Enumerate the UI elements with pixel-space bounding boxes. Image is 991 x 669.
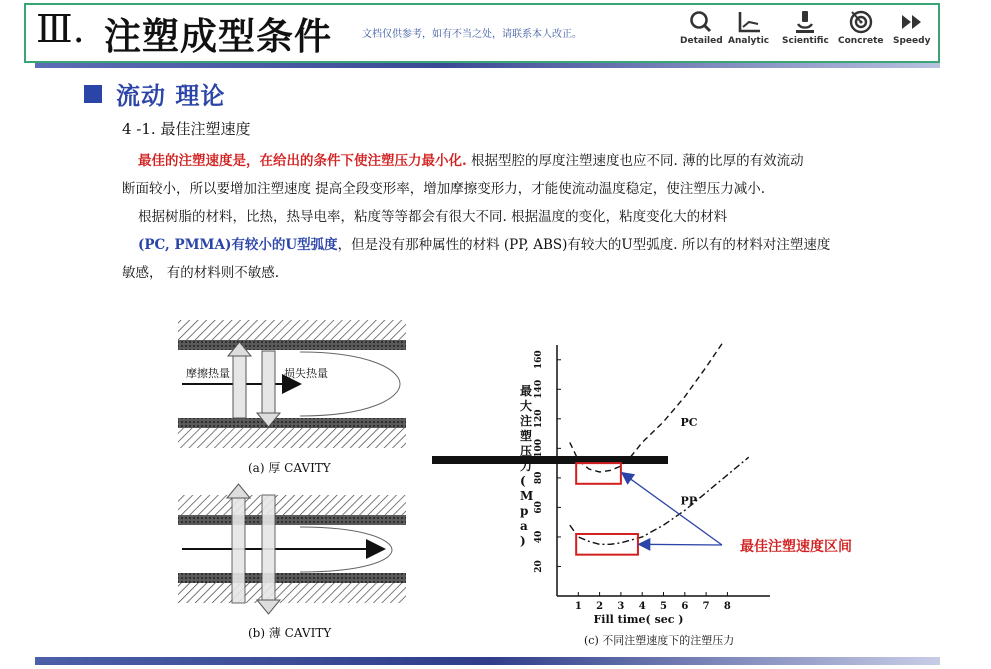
text: 根据型腔的厚度注塑速度也应不同. 薄的比厚的有效流动 bbox=[466, 153, 804, 169]
x-tick-label: 5 bbox=[660, 601, 667, 612]
nav-label: Concrete bbox=[838, 36, 884, 46]
x-tick-label: 7 bbox=[702, 601, 710, 612]
caption-c: (c) 不同注塑速度下的注塑压力 bbox=[584, 634, 735, 647]
y-tick-label: 120 bbox=[534, 409, 544, 429]
y-tick-label: 20 bbox=[534, 560, 544, 573]
paragraph-line-3: 根据树脂的材料，比热，热导电率，粘度等等都会有很大不同. 根据温度的变化，粘度变化大的材料 bbox=[138, 209, 728, 225]
nav-label: Detailed bbox=[680, 36, 723, 46]
x-tick-label: 4 bbox=[638, 601, 646, 612]
x-tick-label: 8 bbox=[723, 601, 731, 612]
annotation-arrow-pp bbox=[640, 544, 722, 545]
highlight-red: 最佳的注塑速度是，在给出的条件下使注塑压力最小化. bbox=[138, 153, 467, 169]
disclaimer-text: 文档仅供参考，如有不当之处，请联系本人改正。 bbox=[362, 29, 582, 40]
x-tick-label: 6 bbox=[681, 601, 689, 612]
y-tick-label: 40 bbox=[534, 530, 544, 544]
section-title: 流动 理论 bbox=[116, 82, 226, 110]
y-tick-label: 60 bbox=[534, 501, 544, 514]
series-label-pc: PC bbox=[680, 416, 698, 430]
page-title: 注塑成型条件 bbox=[104, 15, 332, 58]
caption-b: (b) 薄 CAVITY bbox=[248, 626, 332, 640]
y-tick-label: 80 bbox=[534, 471, 544, 485]
nav-label: Speedy bbox=[893, 36, 931, 46]
footer-divider bbox=[35, 657, 940, 665]
y-axis-label: 最大注塑压力( M p a ) bbox=[520, 384, 534, 548]
friction-heat-label: 摩擦热量 bbox=[186, 367, 230, 380]
y-tick-label: 100 bbox=[534, 438, 544, 458]
optimal-range-box-pc bbox=[576, 463, 621, 484]
series-line-pp bbox=[570, 457, 749, 544]
x-tick-label: 3 bbox=[617, 601, 625, 612]
series-line-pc bbox=[570, 342, 723, 472]
y-tick-label: 160 bbox=[534, 350, 544, 370]
heat-loss-label: 损失热量 bbox=[284, 367, 328, 380]
series-label-pp: PP bbox=[680, 494, 698, 508]
x-tick-label: 2 bbox=[596, 601, 604, 612]
text: ，但是没有那种属性的材料 (PP, ABS)有较大的U型弧度. 所以有的材料对注塑速度 bbox=[337, 237, 831, 253]
y-tick-label: 140 bbox=[534, 379, 544, 399]
highlight-blue: (PC, PMMA)有较小的U型弧度 bbox=[138, 237, 338, 253]
nav-label: Scientific bbox=[782, 36, 829, 46]
chapter-number: Ⅲ. bbox=[36, 7, 85, 51]
nav-label: Analytic bbox=[728, 36, 770, 46]
paragraph-line-2: 断面较小，所以要增加注塑速度 提高全段变形率，增加摩擦变形力，才能使流动温度稳定，使注塑压力减小. bbox=[122, 181, 766, 197]
optimal-range-box-pp bbox=[576, 534, 638, 555]
subheading: 4 -1. 最佳注塑速度 bbox=[122, 120, 251, 138]
x-axis-label: Fill time( sec ) bbox=[593, 613, 684, 626]
x-tick-label: 1 bbox=[574, 601, 582, 612]
annotation-label: 最佳注塑速度区间 bbox=[740, 539, 852, 555]
caption-a: (a) 厚 CAVITY bbox=[248, 461, 331, 475]
paragraph-line-5: 敏感， 有的材料则不敏感. bbox=[122, 265, 280, 281]
